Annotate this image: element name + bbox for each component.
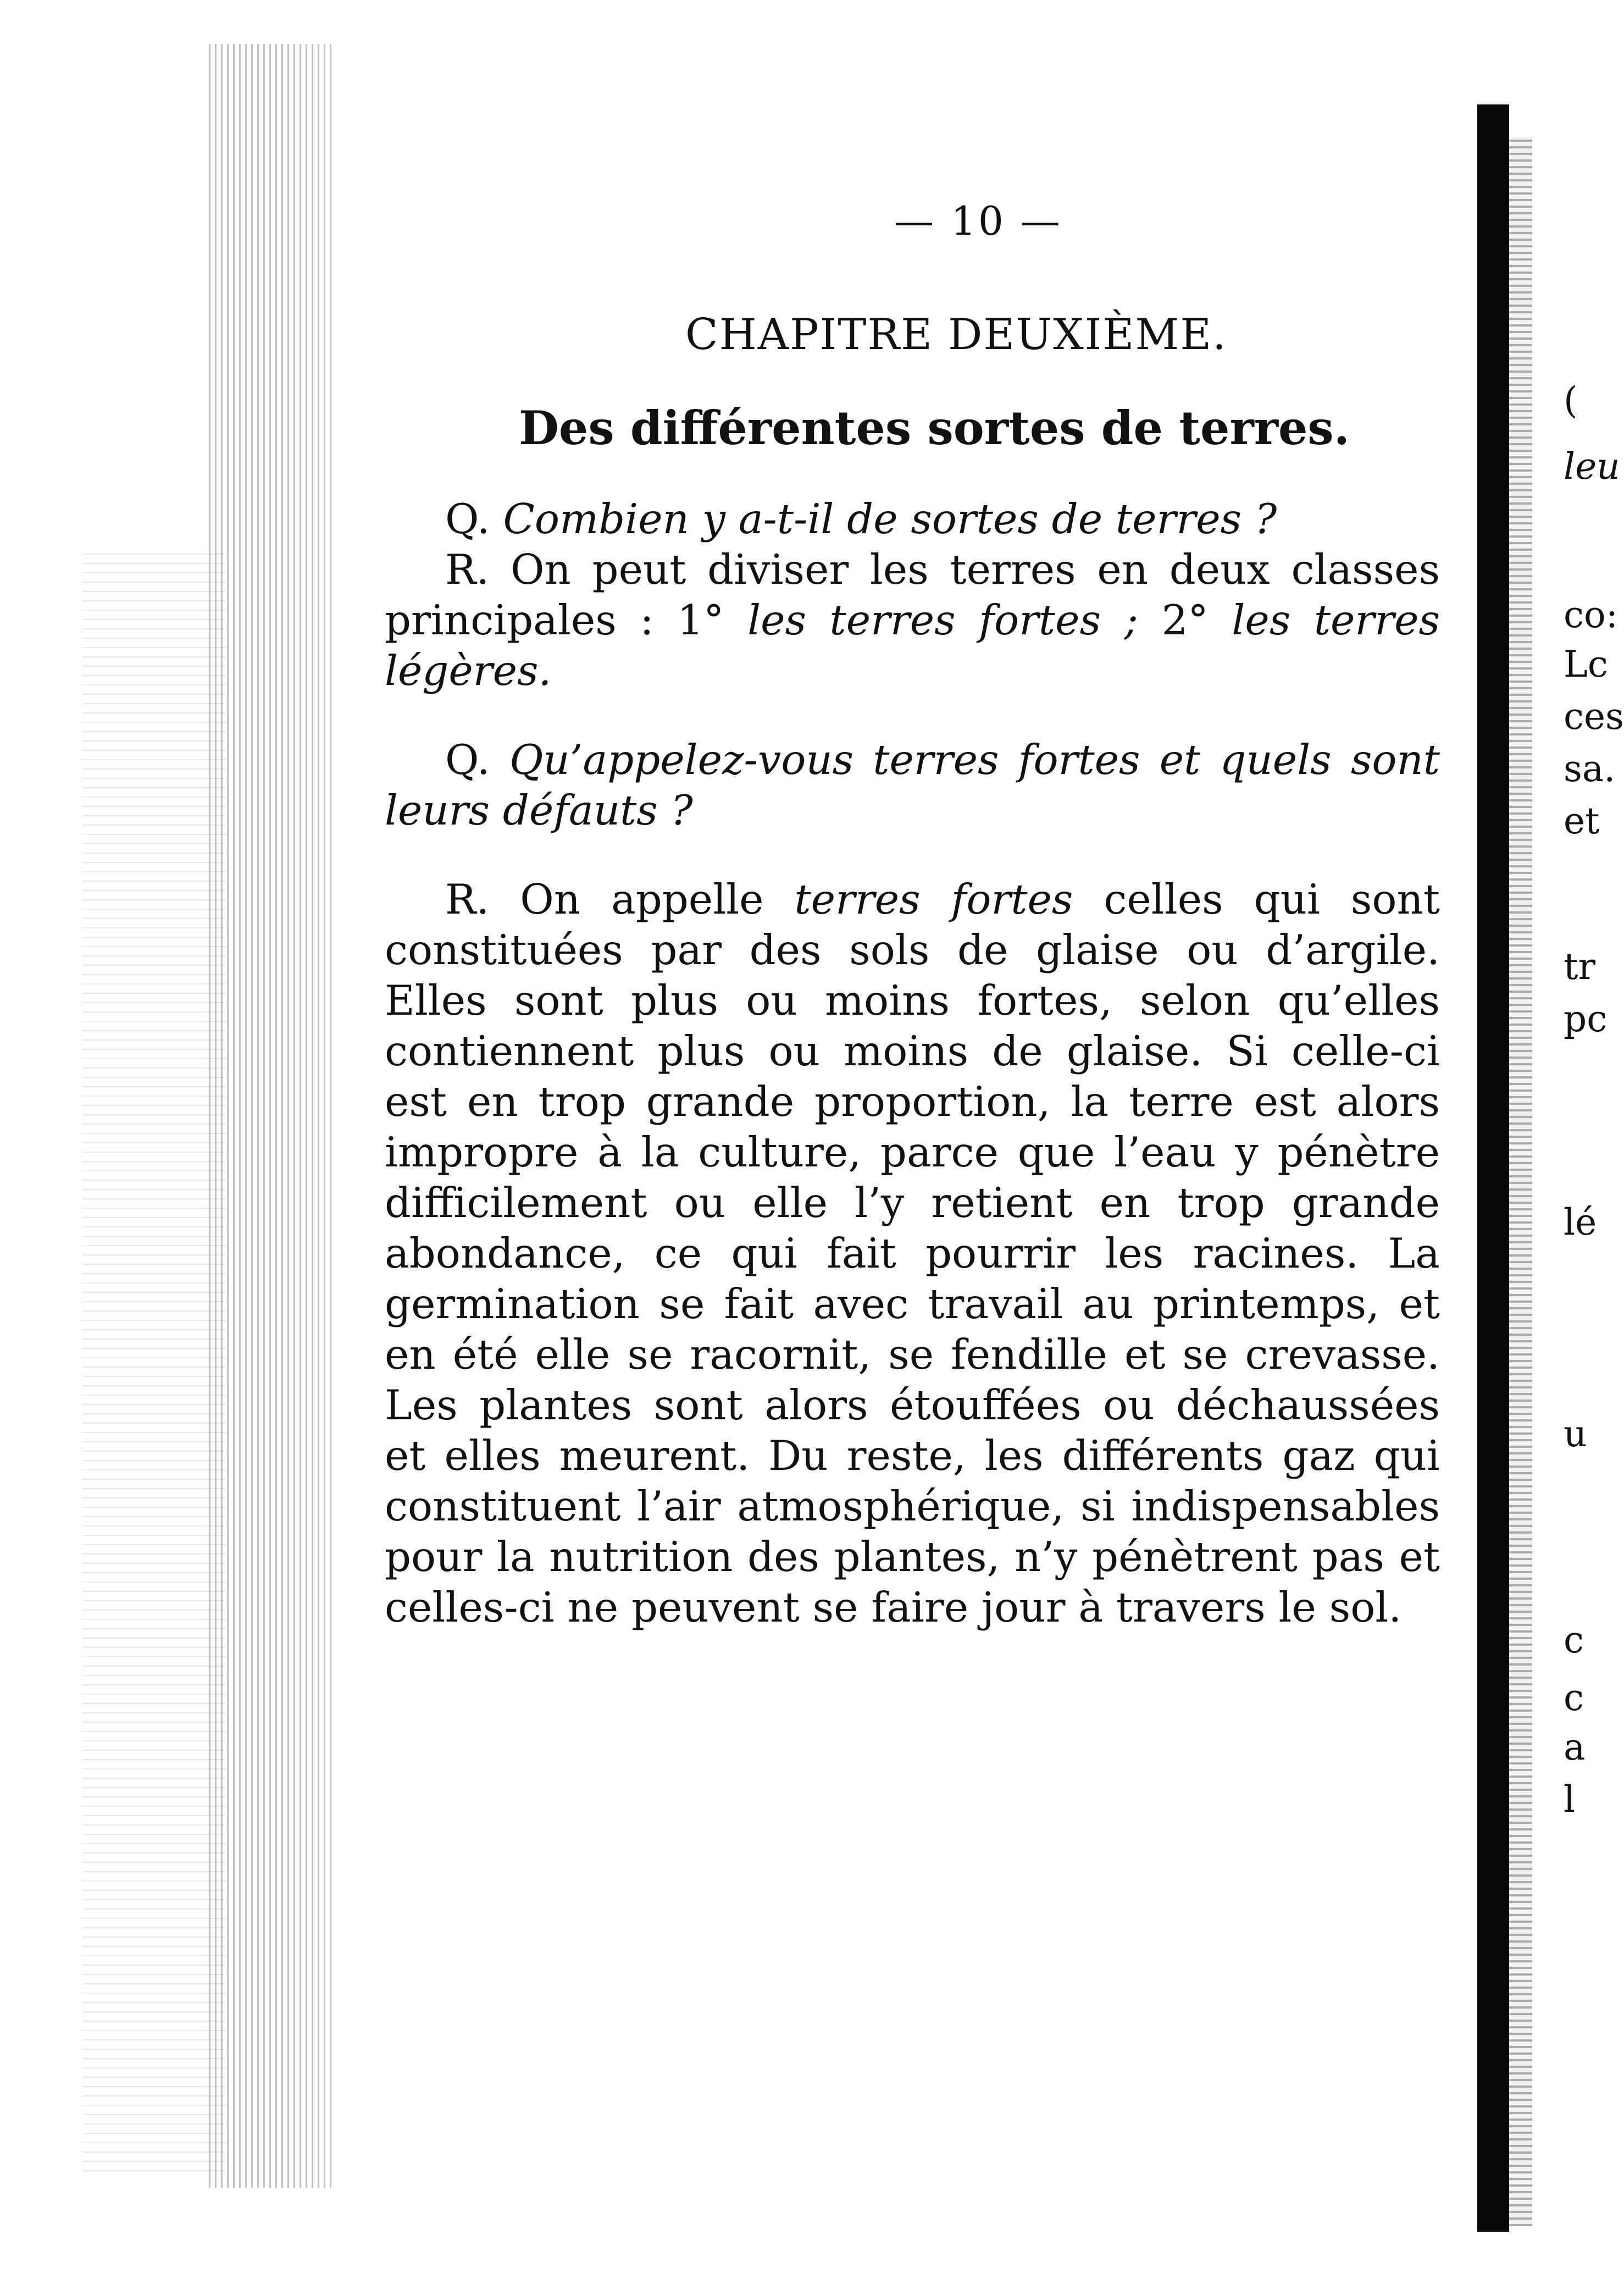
answer-text: celles qui sont constituées par des sols de glaise ou d’argile. Elles sont plus ou moins fortes, selon qu’elles contiennent plus ou moins de glaise. Si celle-ci est en trop grande proportion, la terre est alors impropre à la culture, parce que l’eau y pénètre difficilement ou elle l’y retient en trop grande abondance, ce qui fait pourrir les racines. La germination se fait avec travail au printemps, et en été elle se racornit, se fendille et se crevasse. Les plantes sont alors étouffées ou déchaussées et elles meurent. Du reste, les différents gaz qui constituent l’air atmosphérique, si indispensables pour la nutrition des plantes, n’y pénètrent pas et celles-ci ne peuvent se faire jour à travers le sol.: [385, 875, 1440, 1631]
next-page-fragment: co:: [1564, 594, 1618, 636]
question-label: Q.: [445, 495, 490, 543]
answer-2: [385, 874, 1440, 1633]
question-text: Qu’appelez-vous terres fortes et quels sont leurs défauts ?: [385, 735, 1440, 834]
left-gutter-speckle: [82, 550, 225, 2171]
question-2: [385, 734, 1440, 836]
next-page-fragment: c: [1564, 1677, 1584, 1719]
next-page-fragment: l: [1564, 1778, 1576, 1821]
question-text: Combien y a-t-il de sortes de terres ?: [503, 495, 1277, 543]
next-page-fragment: Lc: [1564, 643, 1608, 685]
page-body: [385, 198, 1440, 1633]
answer-emphasis: terres fortes: [794, 875, 1073, 923]
section-title: Des différentes sortes de terres.: [519, 401, 1350, 455]
answer-text: 2°: [1138, 596, 1232, 644]
next-page-fragment: c: [1564, 1619, 1584, 1661]
next-page-fragment: ces: [1564, 695, 1624, 738]
right-binding-bar: [1477, 104, 1509, 2232]
next-page-fragment: a: [1564, 1726, 1586, 1768]
next-page-fragment: sa.: [1564, 748, 1616, 790]
next-page-fragment: leu: [1564, 445, 1620, 488]
next-page-fragment: tr: [1564, 945, 1596, 988]
answer-label: R.: [445, 545, 490, 594]
right-binding-edge: [1509, 137, 1532, 2226]
answer-text: On appelle: [520, 875, 795, 923]
question-1: [385, 494, 1440, 544]
answer-label: R.: [445, 875, 490, 923]
next-page-fragment: (: [1564, 379, 1578, 422]
answer-emphasis: les terres fortes ;: [747, 596, 1138, 644]
answer-text: On peut diviser les terres en deux classes principales : 1°: [385, 545, 1440, 644]
next-page-fragment: et: [1564, 800, 1600, 842]
answer-emphasis: les terres légères.: [385, 596, 1440, 695]
next-page-fragment: pc: [1564, 998, 1608, 1040]
question-label: Q.: [445, 735, 490, 784]
next-page-fragment: lé: [1564, 1201, 1597, 1243]
chapter-heading: CHAPITRE DEUXIÈME.: [685, 310, 1227, 359]
page-number: — 10 —: [894, 198, 1062, 244]
answer-1: [385, 544, 1440, 696]
next-page-fragment: u: [1564, 1413, 1587, 1455]
left-gutter-shadow: [209, 44, 335, 2188]
